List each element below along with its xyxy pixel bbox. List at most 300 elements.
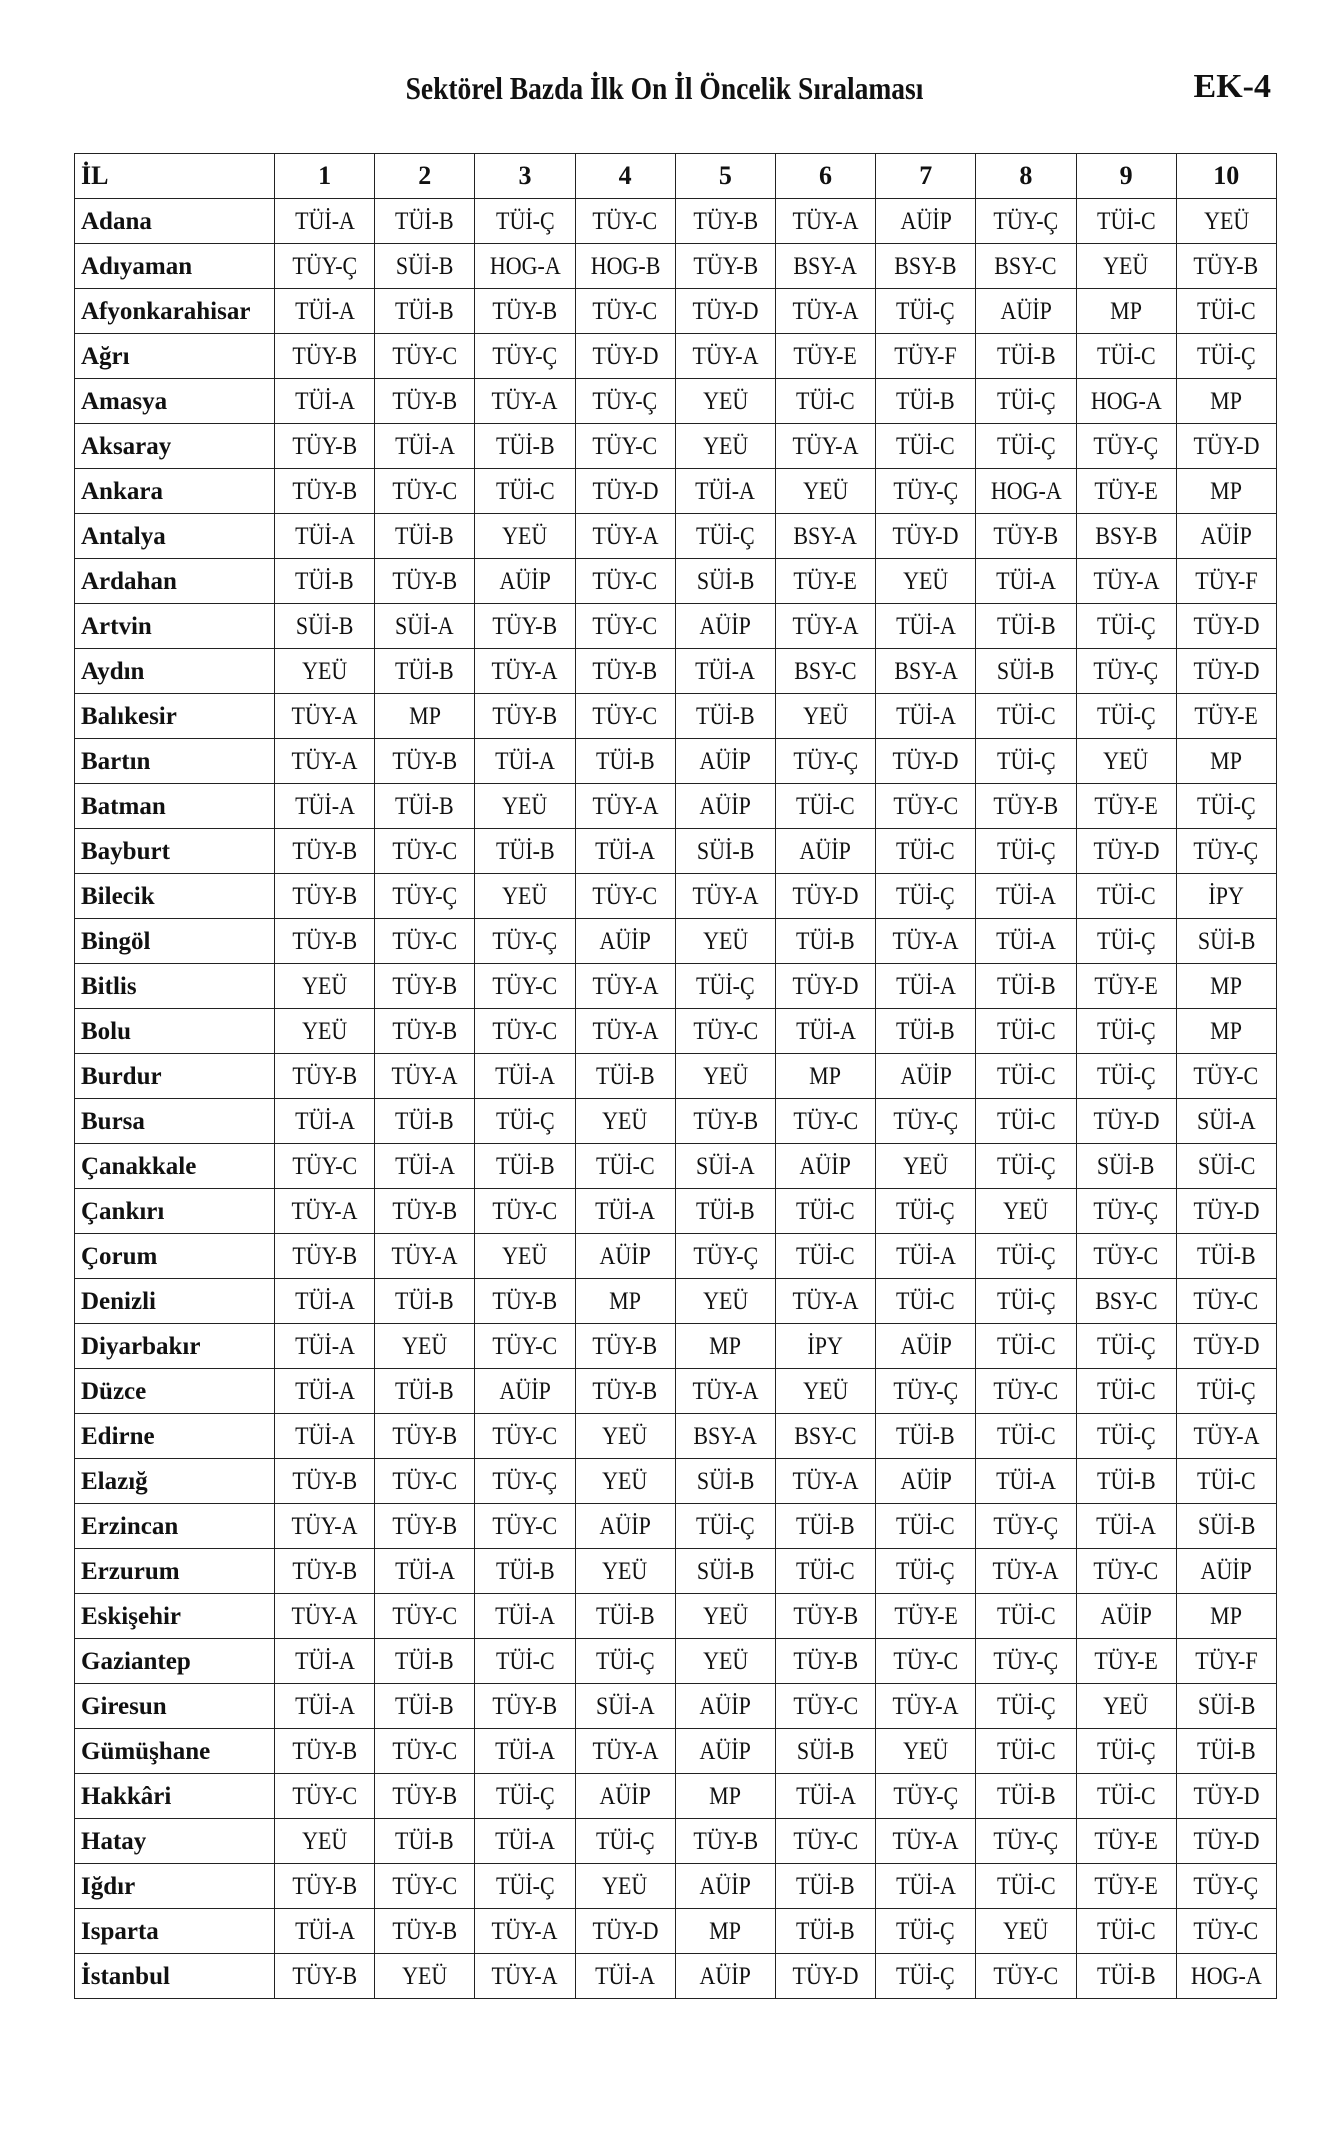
sector-code-cell [876, 874, 976, 919]
sector-code-cell [1176, 514, 1276, 559]
sector-code: TÜY-Ç [893, 477, 959, 505]
sector-code: TÜY-C [392, 477, 458, 505]
province-name: Aksaray [75, 424, 275, 469]
table-row [75, 604, 1277, 649]
sector-code-cell [575, 1279, 675, 1324]
sector-code: TÜİ-C [595, 1152, 655, 1180]
sector-code-cell [976, 874, 1076, 919]
sector-code-cell [1176, 244, 1276, 289]
sector-code-cell [575, 334, 675, 379]
sector-code: YEÜ [301, 972, 348, 1000]
sector-code-cell [1176, 1099, 1276, 1144]
province-name: Batman [75, 784, 275, 829]
table-row [75, 199, 1277, 244]
sector-code-cell [575, 1504, 675, 1549]
sector-code-cell [876, 199, 976, 244]
table-row [75, 244, 1277, 289]
sector-code: TÜİ-A [995, 1467, 1056, 1495]
sector-code: TÜİ-Ç [595, 1647, 655, 1675]
sector-code-cell [876, 1369, 976, 1414]
sector-code-cell [475, 1054, 575, 1099]
sector-code-cell [375, 469, 475, 514]
sector-code: TÜY-F [1195, 567, 1258, 595]
sector-code: YEÜ [1003, 1197, 1049, 1225]
sector-code: TÜY-B [292, 1962, 357, 1990]
sector-code-cell [575, 559, 675, 604]
sector-code: TÜİ-A [495, 1602, 555, 1630]
sector-code-cell [675, 1594, 775, 1639]
sector-code-cell [675, 829, 775, 874]
sector-code-cell [675, 1909, 775, 1954]
sector-code-cell [675, 1729, 775, 1774]
sector-code: TÜİ-A [495, 1827, 555, 1855]
table-row [75, 289, 1277, 334]
sector-code-cell [876, 1234, 976, 1279]
sector-code: TÜİ-C [796, 1242, 855, 1270]
sector-code: TÜY-C [392, 927, 458, 955]
sector-code: TÜY-Ç [1093, 432, 1159, 460]
sector-code-cell [275, 1369, 375, 1414]
sector-code-cell [876, 1414, 976, 1459]
sector-code-cell [375, 649, 475, 694]
sector-code-cell [475, 1909, 575, 1954]
sector-code: TÜY-C [592, 207, 658, 235]
table-row [75, 649, 1277, 694]
sector-code-cell [375, 1684, 475, 1729]
sector-code: TÜİ-B [595, 1602, 655, 1630]
sector-code: TÜİ-A [895, 1872, 956, 1900]
sector-code: YEÜ [702, 927, 748, 955]
table-row [75, 1729, 1277, 1774]
sector-code-cell [876, 1324, 976, 1369]
sector-code: TÜİ-B [696, 1197, 755, 1225]
sector-code: TÜY-E [1094, 1647, 1158, 1675]
province-name: Antalya [75, 514, 275, 559]
sector-code-cell [375, 1594, 475, 1639]
sector-code: TÜY-A [291, 702, 358, 730]
sector-code: YEÜ [502, 882, 548, 910]
sector-code: TÜİ-A [695, 657, 756, 685]
sector-code-cell [1176, 694, 1276, 739]
table-row [75, 694, 1277, 739]
sector-code-cell [876, 289, 976, 334]
sector-code-cell [876, 1639, 976, 1684]
sector-code: TÜY-C [492, 972, 558, 1000]
sector-code: TÜİ-B [395, 1692, 455, 1720]
sector-code: TÜİ-B [495, 837, 555, 865]
sector-code: TÜY-C [492, 1422, 558, 1450]
sector-code: MP [1110, 297, 1142, 325]
sector-code-cell [1176, 1594, 1276, 1639]
province-name: Bolu [75, 1009, 275, 1054]
table-row [75, 1504, 1277, 1549]
sector-code-cell [1076, 649, 1176, 694]
sector-code-cell [275, 604, 375, 649]
sector-code-cell [275, 1594, 375, 1639]
table-row [75, 1234, 1277, 1279]
sector-code: TÜY-B [1193, 252, 1259, 280]
sector-code: TÜİ-Ç [896, 1197, 956, 1225]
sector-code: YEÜ [502, 1242, 548, 1270]
sector-code: TÜY-C [392, 837, 458, 865]
sector-code: TÜİ-C [996, 702, 1056, 730]
sector-code-cell [976, 1414, 1076, 1459]
sector-code-cell [575, 1954, 675, 1999]
sector-code-cell [675, 1279, 775, 1324]
province-name: Afyonkarahisar [75, 289, 275, 334]
sector-code-cell [976, 334, 1076, 379]
sector-code: TÜY-D [1193, 432, 1260, 460]
sector-code-cell [775, 1594, 875, 1639]
sector-code-cell [1076, 289, 1176, 334]
sector-code: MP [1210, 747, 1243, 775]
sector-code: TÜİ-Ç [696, 522, 755, 550]
sector-code: TÜY-D [592, 477, 659, 505]
sector-code-cell [1076, 694, 1176, 739]
sector-code-cell [876, 1009, 976, 1054]
sector-code: TÜİ-A [595, 1962, 656, 1990]
sector-code: TÜİ-B [295, 567, 354, 595]
sector-code-cell [1176, 1054, 1276, 1099]
sector-code: YEÜ [301, 1827, 348, 1855]
province-name: Eskişehir [75, 1594, 275, 1639]
sector-code-cell [375, 1099, 475, 1144]
sector-code: YEÜ [802, 702, 849, 730]
sector-code: YEÜ [602, 1107, 648, 1135]
sector-code: BSY-A [793, 522, 858, 550]
table-row [75, 559, 1277, 604]
sector-code: TÜİ-B [796, 1512, 855, 1540]
sector-code: TÜİ-Ç [495, 1107, 555, 1135]
sector-code-cell [1176, 919, 1276, 964]
sector-code: TÜY-C [492, 1197, 558, 1225]
sector-code-cell [976, 1234, 1076, 1279]
sector-code-cell [775, 1414, 875, 1459]
sector-code: TÜİ-A [294, 1377, 355, 1405]
priority-table [74, 153, 1277, 1999]
sector-code: TÜY-B [592, 1377, 658, 1405]
sector-code: TÜİ-A [294, 1692, 355, 1720]
sector-code: TÜY-B [392, 1917, 458, 1945]
sector-code: TÜY-D [892, 747, 959, 775]
sector-code-cell [876, 739, 976, 784]
sector-code-cell [575, 1054, 675, 1099]
sector-code-cell [675, 739, 775, 784]
sector-code: TÜİ-A [294, 1332, 355, 1360]
sector-code: TÜİ-Ç [1096, 702, 1156, 730]
sector-code: MP [709, 1332, 742, 1360]
sector-code-cell [575, 1864, 675, 1909]
sector-code: TÜİ-Ç [696, 972, 755, 1000]
sector-code-cell [475, 379, 575, 424]
sector-code: TÜİ-A [294, 207, 355, 235]
sector-code: TÜY-Ç [692, 1242, 758, 1270]
sector-code: TÜY-A [592, 792, 659, 820]
province-name: Edirne [75, 1414, 275, 1459]
sector-code: BSY-A [693, 1422, 758, 1450]
table-row [75, 784, 1277, 829]
sector-code: TÜİ-B [495, 432, 555, 460]
sector-code-cell [375, 289, 475, 334]
table-row [75, 874, 1277, 919]
sector-code: TÜİ-C [996, 1107, 1056, 1135]
table-row [75, 1054, 1277, 1099]
sector-code-cell [275, 199, 375, 244]
sector-code: TÜİ-Ç [1096, 1737, 1156, 1765]
sector-code: TÜY-B [292, 1557, 357, 1585]
sector-code: HOG-A [1190, 1962, 1262, 1990]
sector-code: MP [609, 1287, 642, 1315]
sector-code: TÜİ-Ç [996, 1242, 1056, 1270]
sector-code: TÜİ-C [1096, 342, 1156, 370]
sector-code-cell [575, 1414, 675, 1459]
sector-code-cell [275, 1009, 375, 1054]
sector-code-cell [575, 379, 675, 424]
sector-code-cell [775, 1504, 875, 1549]
sector-code: TÜY-B [392, 387, 458, 415]
table-row [75, 1009, 1277, 1054]
sector-code: TÜİ-A [995, 882, 1056, 910]
sector-code-cell [1076, 469, 1176, 514]
sector-code: TÜİ-C [1096, 207, 1156, 235]
sector-code: MP [709, 1782, 742, 1810]
sector-code-cell [1076, 424, 1176, 469]
sector-code: YEÜ [702, 1287, 748, 1315]
sector-code: TÜİ-B [495, 1557, 555, 1585]
sector-code: TÜİ-Ç [1196, 342, 1256, 370]
sector-code-cell [475, 604, 575, 649]
sector-code: TÜY-B [592, 657, 658, 685]
sector-code: TÜY-A [491, 387, 558, 415]
sector-code: TÜY-C [993, 1962, 1059, 1990]
sector-code-cell [775, 334, 875, 379]
sector-code-cell [1176, 649, 1276, 694]
sector-code: TÜİ-Ç [1096, 1017, 1156, 1045]
sector-code: TÜY-Ç [492, 1467, 558, 1495]
sector-code-cell [575, 1594, 675, 1639]
sector-code-cell [375, 1864, 475, 1909]
sector-code-cell [275, 514, 375, 559]
sector-code: YEÜ [702, 1647, 748, 1675]
sector-code: TÜİ-A [595, 837, 656, 865]
sector-code: TÜY-C [592, 612, 658, 640]
sector-code: TÜİ-C [1096, 1782, 1156, 1810]
sector-code: TÜY-A [792, 207, 859, 235]
sector-code-cell [876, 1819, 976, 1864]
sector-code-cell [675, 1684, 775, 1729]
sector-code-cell [876, 1954, 976, 1999]
sector-code: AÜİP [1100, 1602, 1152, 1630]
sector-code-cell [575, 874, 675, 919]
sector-code-cell [976, 244, 1076, 289]
province-name: Bartın [75, 739, 275, 784]
table-row [75, 829, 1277, 874]
column-header-rank: 5 [675, 154, 775, 199]
sector-code: HOG-A [489, 252, 561, 280]
sector-code: TÜY-B [292, 882, 357, 910]
sector-code: SÜİ-B [1197, 1512, 1256, 1540]
sector-code: MP [408, 702, 441, 730]
sector-code-cell [275, 1639, 375, 1684]
sector-code-cell [876, 1459, 976, 1504]
sector-code: TÜİ-A [795, 1782, 856, 1810]
sector-code: TÜİ-C [796, 792, 855, 820]
sector-code-cell [375, 199, 475, 244]
sector-code-cell [976, 1189, 1076, 1234]
sector-code-cell [876, 1099, 976, 1144]
sector-code-cell [976, 1459, 1076, 1504]
sector-code-cell [275, 1099, 375, 1144]
table-row [75, 1774, 1277, 1819]
sector-code-cell [1076, 1459, 1176, 1504]
sector-code: TÜY-C [793, 1692, 858, 1720]
sector-code: YEÜ [602, 1557, 648, 1585]
sector-code-cell [275, 1954, 375, 1999]
sector-code: TÜY-B [692, 252, 758, 280]
sector-code-cell [475, 1594, 575, 1639]
province-name: Düzce [75, 1369, 275, 1414]
sector-code: TÜİ-Ç [495, 1872, 555, 1900]
sector-code: TÜY-Ç [1093, 657, 1159, 685]
sector-code: TÜY-C [392, 1737, 458, 1765]
annex-code: EK-4 [1193, 68, 1271, 105]
sector-code-cell [775, 1954, 875, 1999]
sector-code-cell [575, 694, 675, 739]
sector-code: TÜİ-Ç [996, 1692, 1056, 1720]
sector-code: TÜİ-A [294, 1917, 355, 1945]
sector-code: TÜİ-B [395, 792, 455, 820]
sector-code-cell [475, 784, 575, 829]
sector-code-cell [675, 1414, 775, 1459]
sector-code: TÜY-D [592, 342, 659, 370]
sector-code-cell [375, 784, 475, 829]
sector-code: TÜY-Ç [1193, 837, 1259, 865]
sector-code-cell [1176, 1954, 1276, 1999]
sector-code-cell [976, 469, 1076, 514]
sector-code: TÜİ-A [895, 972, 956, 1000]
sector-code-cell [976, 1594, 1076, 1639]
sector-code: TÜY-E [1094, 1872, 1158, 1900]
table-row [75, 469, 1277, 514]
sector-code-cell [976, 649, 1076, 694]
sector-code-cell [876, 1729, 976, 1774]
sector-code-cell [1176, 1144, 1276, 1189]
sector-code: TÜY-B [993, 792, 1059, 820]
sector-code: TÜY-C [292, 1152, 357, 1180]
sector-code-cell [1076, 1639, 1176, 1684]
sector-code-cell [375, 1324, 475, 1369]
sector-code-cell [775, 1864, 875, 1909]
sector-code: TÜY-Ç [1093, 1197, 1159, 1225]
sector-code-cell [876, 1189, 976, 1234]
sector-code: TÜY-A [592, 1737, 659, 1765]
sector-code: TÜİ-B [896, 1422, 956, 1450]
sector-code: YEÜ [903, 1152, 949, 1180]
sector-code-cell [575, 964, 675, 1009]
sector-code-cell [675, 1009, 775, 1054]
sector-code-cell [675, 1144, 775, 1189]
sector-code: TÜİ-C [996, 1737, 1056, 1765]
sector-code: TÜY-Ç [893, 1782, 959, 1810]
sector-code-cell [1176, 559, 1276, 604]
sector-code: TÜİ-A [995, 567, 1056, 595]
sector-code-cell [876, 1864, 976, 1909]
sector-code-cell [976, 1774, 1076, 1819]
sector-code: SÜİ-A [395, 612, 455, 640]
sector-code-cell [375, 334, 475, 379]
province-name: Ardahan [75, 559, 275, 604]
sector-code: TÜY-C [1193, 1917, 1259, 1945]
sector-code-cell [775, 1009, 875, 1054]
sector-code-cell [1176, 1549, 1276, 1594]
sector-code-cell [1076, 1684, 1176, 1729]
sector-code: TÜY-A [992, 1557, 1059, 1585]
sector-code-cell [976, 1099, 1076, 1144]
sector-code-cell [775, 1144, 875, 1189]
sector-code: HOG-A [1090, 387, 1162, 415]
column-header-rank: 9 [1076, 154, 1176, 199]
sector-code: TÜİ-C [896, 432, 956, 460]
sector-code-cell [675, 559, 775, 604]
sector-code: TÜY-B [392, 972, 458, 1000]
sector-code: SÜİ-B [1197, 1692, 1256, 1720]
sector-code: TÜY-A [592, 972, 659, 1000]
sector-code: TÜİ-C [996, 1017, 1056, 1045]
sector-code-cell [1176, 424, 1276, 469]
sector-code: AÜİP [699, 1872, 752, 1900]
sector-code-cell [375, 1189, 475, 1234]
table-row [75, 1864, 1277, 1909]
sector-code: AÜİP [499, 567, 551, 595]
sector-code-cell [775, 1099, 875, 1144]
sector-code: TÜY-A [291, 1602, 358, 1630]
sector-code-cell [275, 694, 375, 739]
sector-code: TÜİ-B [395, 657, 455, 685]
sector-code-cell [575, 1369, 675, 1414]
sector-code: TÜY-C [592, 567, 658, 595]
sector-code-cell [475, 1864, 575, 1909]
sector-code-cell [575, 1234, 675, 1279]
sector-code: MP [709, 1917, 742, 1945]
sector-code-cell [275, 1054, 375, 1099]
sector-code: TÜY-F [894, 342, 957, 370]
sector-code-cell [1076, 919, 1176, 964]
sector-code-cell [1076, 1369, 1176, 1414]
sector-code-cell [1176, 334, 1276, 379]
sector-code-cell [375, 1954, 475, 1999]
sector-code-cell [1176, 1909, 1276, 1954]
sector-code: TÜY-Ç [292, 252, 357, 280]
sector-code: TÜİ-C [1196, 1467, 1256, 1495]
sector-code-cell [575, 1009, 675, 1054]
sector-code-cell [1176, 1189, 1276, 1234]
sector-code: TÜİ-B [595, 1062, 655, 1090]
sector-code: TÜY-Ç [492, 342, 558, 370]
sector-code: TÜY-B [292, 432, 357, 460]
sector-code: TÜİ-C [1196, 297, 1256, 325]
sector-code: TÜİ-B [395, 207, 455, 235]
sector-code: TÜY-A [792, 1287, 859, 1315]
sector-code-cell [475, 829, 575, 874]
sector-code-cell [1076, 784, 1176, 829]
sector-code-cell [1076, 1909, 1176, 1954]
sector-code-cell [876, 559, 976, 604]
province-name: Çanakkale [75, 1144, 275, 1189]
sector-code-cell [275, 1324, 375, 1369]
sector-code: TÜY-E [1094, 972, 1158, 1000]
sector-code: TÜİ-C [1096, 1917, 1156, 1945]
table-row [75, 424, 1277, 469]
